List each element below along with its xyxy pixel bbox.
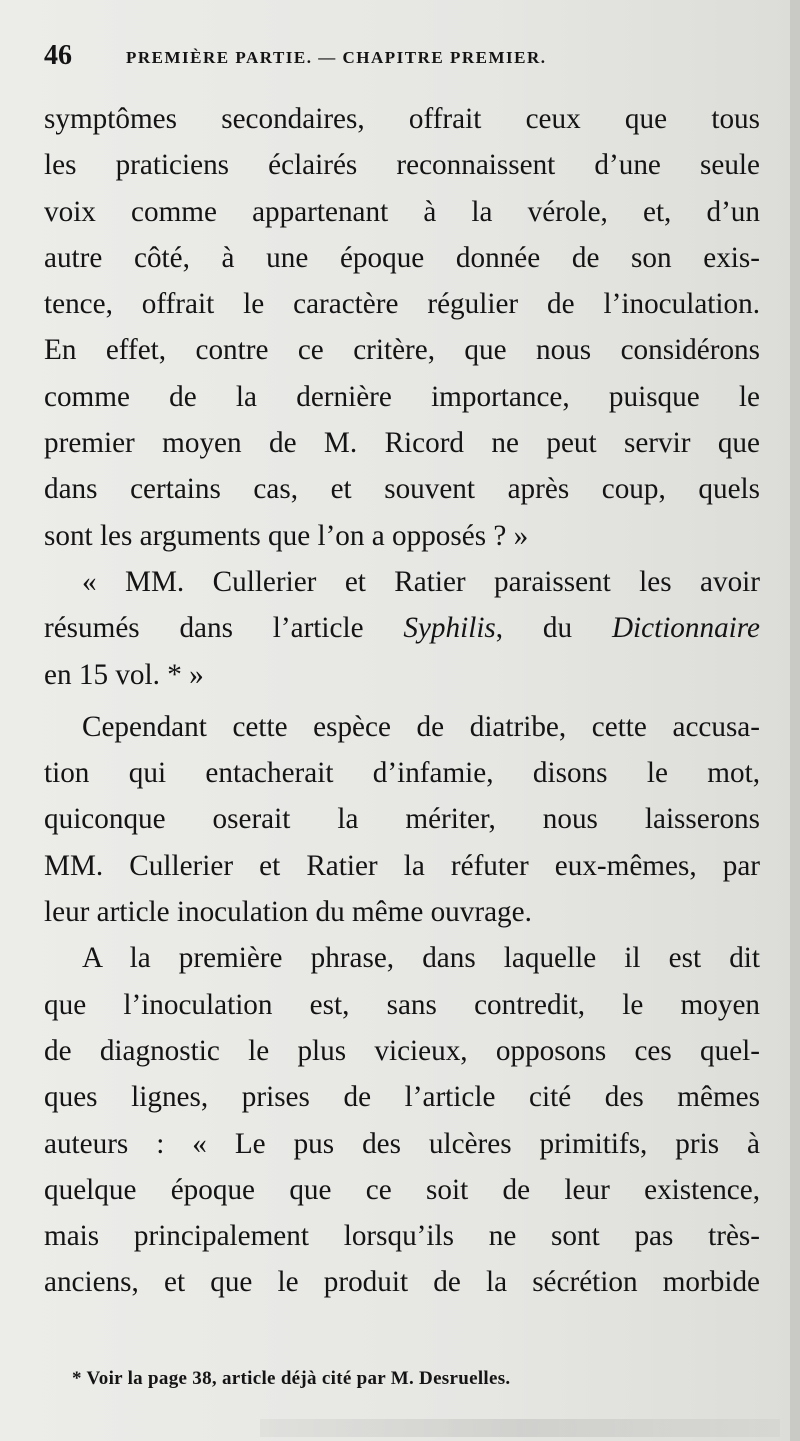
text-line: leur article inoculation du même ouvrage.	[44, 896, 532, 929]
text-line: tence, offrait le caractère régulier de l’inoculation.	[44, 288, 760, 321]
text-line: les praticiens éclairés reconnaissent d’une seule	[44, 149, 760, 182]
text-line: ques lignes, prises de l’article cité des mêmes	[44, 1081, 760, 1114]
italic-title-syphilis: Syphilis	[403, 612, 496, 645]
text-line: quelque époque que ce soit de leur existence,	[44, 1173, 760, 1206]
footnote: * Voir la page 38, article déjà cité par M. Desruelles.	[72, 1368, 511, 1389]
text-line: premier moyen de M. Ricord ne peut servir que	[44, 427, 760, 460]
page-header	[44, 40, 760, 80]
italic-title-dictionnaire: Dictionnaire	[611, 612, 761, 645]
text-line: voix comme appartenant à la vérole, et, d’un	[44, 195, 760, 228]
text-line: En effet, contre ce critère, que nous considérons	[44, 334, 760, 367]
text-line: comme de la dernière importance, puisque le	[44, 380, 760, 413]
text-line: quiconque oserait la mériter, nous laisserons	[44, 803, 760, 836]
text-line: tion qui entacherait d’infamie, disons le mot,	[44, 757, 760, 790]
text-line: anciens, et que le produit de la sécrétion morbide	[44, 1266, 760, 1299]
text-line: « MM. Cullerier et Ratier paraissent les avoir	[82, 565, 760, 598]
body-text	[44, 96, 760, 1306]
running-head: PREMIÈRE PARTIE. — CHAPITRE PREMIER.	[126, 48, 547, 67]
text-line-with-italics	[44, 605, 760, 651]
page-edge-shadow	[790, 0, 800, 1441]
text-line: dans certains cas, et souvent après coup, quels	[44, 473, 760, 506]
text-line: A la première phrase, dans laquelle il est dit	[82, 942, 760, 975]
text-line: MM. Cullerier et Ratier la réfuter eux-mêmes, par	[44, 849, 760, 882]
text-line: symptômes secondaires, offrait ceux que tous	[44, 103, 760, 135]
text-line: que l’inoculation est, sans contredit, le moyen	[44, 988, 760, 1021]
text-line: en 15 vol. * »	[44, 658, 204, 691]
text-line: auteurs : « Le pus des ulcères primitifs, pris à	[44, 1127, 760, 1160]
text-run: résumés dans l’article	[44, 612, 404, 645]
bleed-through-shadow	[260, 1419, 780, 1437]
text-line: autre côté, à une époque donnée de son exis-	[44, 241, 760, 274]
text-line: de diagnostic le plus vicieux, opposons ces quel-	[44, 1034, 760, 1067]
text-line: Cependant cette espèce de diatribe, cette accusa-	[82, 710, 760, 743]
text-line: sont les arguments que l’on a opposés ? »	[44, 519, 529, 552]
page-number: 46	[44, 40, 72, 71]
text-line: mais principalement lorsqu’ils ne sont pas très-	[44, 1220, 760, 1253]
text-run: , du	[495, 612, 612, 645]
